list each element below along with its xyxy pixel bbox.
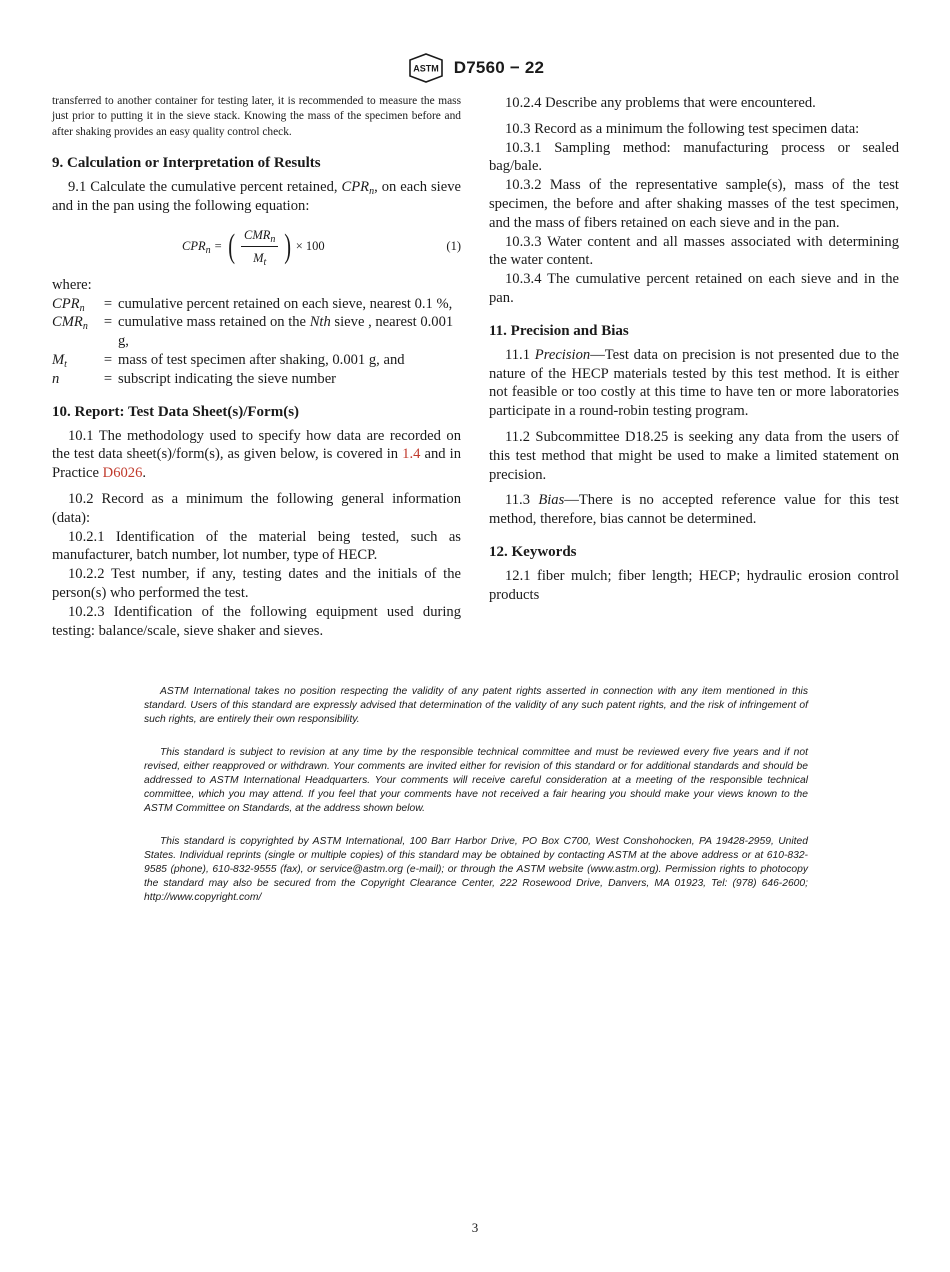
page-number: 3 bbox=[471, 1220, 479, 1235]
para-11-1: 11.1 Precision—Test data on precision is not presented due to the nature of the HECP materials tested by this test method. It is either not feasible or too costly at this time to have ten or more laboratories participate in a round-robin testing program. bbox=[489, 346, 899, 420]
def-symbol-n: n bbox=[52, 370, 60, 387]
def-symbol-cpr: $CPR_n$ bbox=[52, 295, 85, 314]
def-text-mt: mass of test specimen after shaking, 0.001 g, and bbox=[118, 352, 405, 368]
where-label: where: bbox=[52, 276, 92, 293]
eq-fraction: $\frac{CMR_n}{M_t}$ bbox=[241, 226, 278, 269]
para-11-2: 11.2 Subcommittee D18.25 is seeking any data from the users of this test method that might be used to make a limited statement on precision. bbox=[489, 428, 899, 483]
astm-logo-icon bbox=[406, 53, 446, 83]
revision-notice: This standard is subject to revision at any time by the responsible technical committee and must be reviewed every five years and if not revised, either reapproved or withdrawn. Your comments are invited either for revision of this standard or for additional standards and should be addressed to ASTM International Headquarters. Your comments will receive careful consideration at a meeting of the responsible technical committee, which you may attend. If you feel that your comments have not received a fair hearing you should make your views known to the ASTM Committee on Standards, at the address shown below. bbox=[144, 747, 808, 814]
link-1-4[interactable]: 1.4 bbox=[402, 446, 421, 463]
section-11-heading: 11. Precision and Bias bbox=[489, 322, 629, 339]
patent-notice: ASTM International takes no position respecting the validity of any patent rights asserted in connection with any item mentioned in this standard. Users of this standard are expressly advised that determination of the validity of any such patent rights, and the risk of infringement of such rights, are entirely their own responsibility. bbox=[144, 686, 808, 725]
para-10-2-3: 10.2.3 Identification of the following equipment used during testing: balance/scale, sieve shaker and sieves. bbox=[52, 603, 461, 639]
def-text-cmr: cumulative mass retained on the Nth sieve , nearest 0.001 g, bbox=[118, 314, 454, 350]
para-10-2: 10.2 Record as a minimum the following general information (data): bbox=[52, 490, 461, 526]
astm-logo-text: ASTM bbox=[413, 63, 439, 74]
definition-list: $CPR_n$ = cumulative percent retained on each sieve, nearest 0.1 %, $CMR_n$ = cumulative mass retained on the Nth sieve , nearest 0.001 g, $M_t$ = mass of test specimen after shaking, 0.001 g, and n = subscript indicating the sieve number bbox=[52, 295, 461, 389]
equation-number: (1) bbox=[446, 238, 461, 253]
para-10-3-2: 10.3.2 Mass of the representative sample(s), mass of the test specimen, the before and after shaking masses of the test specimen, and the mass of fibers retained on each sieve and in the pan. bbox=[489, 177, 899, 231]
def-text-n: subscript indicating the sieve number bbox=[118, 370, 337, 387]
def-symbol-mt: $M_t$ bbox=[52, 352, 67, 370]
standard-designation: D7560 − 22 bbox=[453, 58, 545, 77]
eq-lhs: $CPR_n$ bbox=[182, 239, 211, 257]
section-10-heading: 10. Report: Test Data Sheet(s)/Form(s) bbox=[52, 403, 300, 420]
para-11-3: 11.3 Bias—There is no accepted reference value for this test method, therefore, bias cannot be determined. bbox=[489, 492, 899, 528]
right-column bbox=[489, 94, 899, 605]
page-header bbox=[0, 50, 950, 86]
intro-paragraph: transferred to another container for testing later, it is recommended to measure the mass just prior to putting it in the sieve stack. Knowing the mass of the specimen before and after shaking provides an easy quality control check. bbox=[52, 95, 461, 138]
para-10-3-4: 10.3.4 The cumulative percent retained on each sieve and in the pan. bbox=[489, 271, 899, 306]
para-10-2-2: 10.2.2 Test number, if any, testing dates and the initials of the person(s) who performed the test. bbox=[52, 566, 461, 601]
para-10-3-1: 10.3.1 Sampling method: manufacturing process or sealed bag/bale. bbox=[489, 139, 899, 175]
section-9-heading: 9. Calculation or Interpretation of Results bbox=[52, 155, 321, 172]
copyright-notice: This standard is copyrighted by ASTM International, 100 Barr Harbor Drive, PO Box C700, West Conshohocken, PA 19428-2959, United States. Individual reprints (single or multiple copies) of this standard may be obtained by contacting ASTM at the above address or at 610-832-9585 (phone), 610-832-9555 (fax), or service@astm.org (e-mail); or through the ASTM website (www.astm.org). Permission rights to photocopy the standard may also be secured from the Copyright Clearance Center, 222 Rosewood Drive, Danvers, MA 01923, Tel: (978) 646-2600; http://www.copyright.com/ bbox=[144, 836, 808, 903]
para-12-1: 12.1 fiber mulch; fiber length; HECP; hydraulic erosion control products bbox=[489, 567, 899, 603]
para-10-2-1: 10.2.1 Identification of the material being tested, such as manufacturer, batch number, lot number, type of HECP. bbox=[52, 528, 461, 564]
link-d6026[interactable]: D6026 bbox=[102, 465, 143, 482]
para-10-2-4: 10.2.4 Describe any problems that were encountered. bbox=[505, 95, 816, 111]
para-10-3: 10.3 Record as a minimum the following test specimen data: bbox=[505, 120, 860, 137]
def-symbol-cmr: $CMR_n$ bbox=[52, 314, 88, 333]
equation-1: $CPR_n$ = ( $\frac{CMR_n}{M_t}$ ) × 100 (1) bbox=[182, 227, 461, 269]
def-text-cpr: cumulative percent retained on each sieve, nearest 0.1 %, bbox=[118, 295, 453, 312]
para-10-1: 10.1 The methodology used to specify how data are recorded on the test data sheet(s)/form(s), as given below, is covered in 1.4 and in Practice D6026. bbox=[52, 427, 461, 482]
section-12-heading: 12. Keywords bbox=[489, 543, 577, 560]
para-9-1: 9.1 Calculate the cumulative percent retained, $CPR_n$, on each sieve and in the pan using the following equation: bbox=[52, 179, 461, 215]
left-column bbox=[52, 94, 461, 640]
para-10-3-3: 10.3.3 Water content and all masses associated with determining the water content. bbox=[489, 233, 899, 269]
